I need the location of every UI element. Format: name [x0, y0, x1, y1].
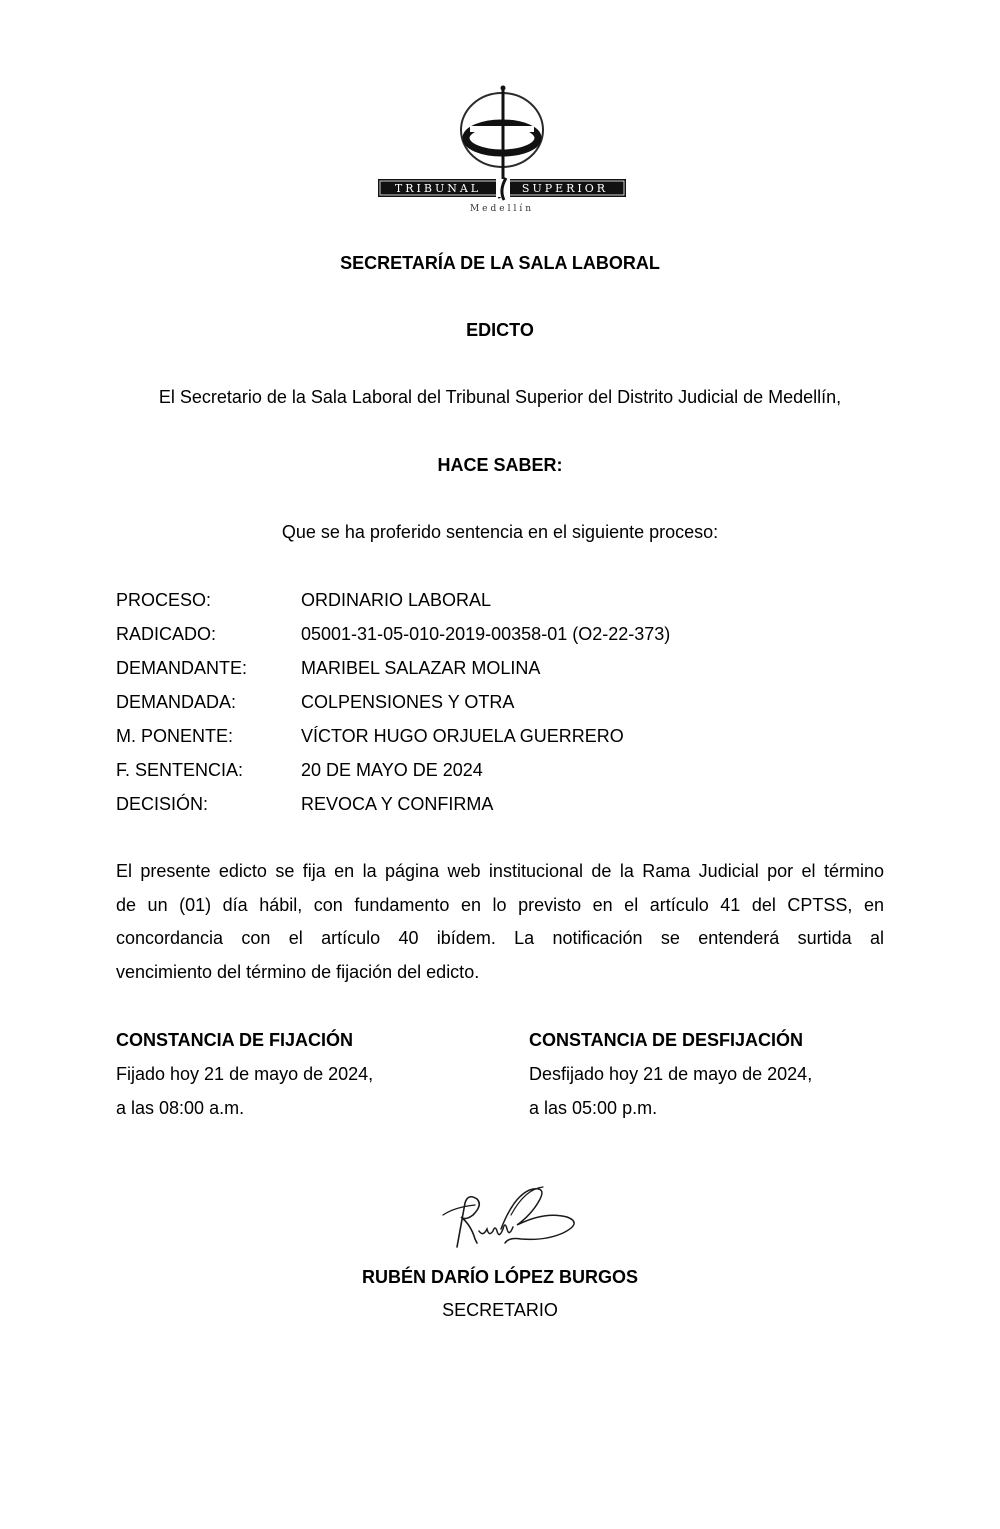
field-value: VÍCTOR HUGO ORJUELA GUERRERO — [301, 726, 624, 746]
notice-line: concordancia con el artículo 40 ibídem. La notificación se entenderá surtida al — [116, 928, 884, 948]
handwritten-signature — [435, 1185, 585, 1270]
signatory-name: RUBÉN DARÍO LÓPEZ BURGOS — [361, 1267, 638, 1287]
notice-paragraph — [116, 855, 884, 989]
field-value: MARIBEL SALAZAR MOLINA — [301, 658, 541, 678]
lead-text: Que se ha proferido sentencia en el siguiente proceso: — [281, 522, 719, 542]
fijacion-title: CONSTANCIA DE FIJACIÓN — [116, 1030, 354, 1050]
office-heading: SECRETARÍA DE LA SALA LABORAL — [340, 253, 660, 273]
desfijacion-time: a las 05:00 p.m. — [529, 1098, 658, 1118]
field-label: RADICADO: — [116, 624, 217, 644]
desfijacion-date: Desfijado hoy 21 de mayo de 2024, — [529, 1064, 813, 1084]
logo-word-left: TRIBUNAL — [394, 182, 482, 195]
announcement-heading: HACE SABER: — [437, 455, 563, 475]
field-value: 05001-31-05-010-2019-00358-01 (O2-22-373) — [301, 624, 671, 644]
fijacion-date: Fijado hoy 21 de mayo de 2024, — [116, 1064, 374, 1084]
field-label: PROCESO: — [116, 590, 212, 610]
document-title: EDICTO — [466, 320, 534, 340]
fijacion-block — [116, 1023, 373, 1125]
field-label: DEMANDANTE: — [116, 658, 248, 678]
notice-line: El presente edicto se fija en la página web institucional de la Rama Judicial por el término — [116, 861, 884, 881]
notice-line: vencimiento del término de fijación del edicto. — [116, 961, 480, 982]
signatory-role: SECRETARIO — [442, 1300, 558, 1320]
field-value: REVOCA Y CONFIRMA — [301, 794, 494, 814]
field-value: ORDINARIO LABORAL — [301, 590, 492, 610]
desfijacion-title: CONSTANCIA DE DESFIJACIÓN — [529, 1030, 804, 1050]
tribunal-logo — [378, 82, 626, 216]
fijacion-time: a las 08:00 a.m. — [116, 1098, 245, 1118]
field-label: DECISIÓN: — [116, 794, 209, 814]
field-value: 20 DE MAYO DE 2024 — [301, 760, 483, 780]
intro-text: El Secretario de la Sala Laboral del Tribunal Superior del Distrito Judicial de Medellín, — [158, 387, 842, 407]
logo-word-right: SUPERIOR — [521, 182, 609, 195]
notice-line: de un (01) día hábil, con fundamento en lo previsto en el artículo 41 del CPTSS, en — [116, 894, 884, 915]
logo-city: Medellín — [469, 204, 535, 214]
field-label: F. SENTENCIA: — [116, 760, 244, 780]
field-value: COLPENSIONES Y OTRA — [301, 692, 515, 712]
field-label: DEMANDADA: — [116, 692, 237, 712]
field-label: M. PONENTE: — [116, 726, 234, 746]
desfijacion-block — [529, 1023, 812, 1125]
